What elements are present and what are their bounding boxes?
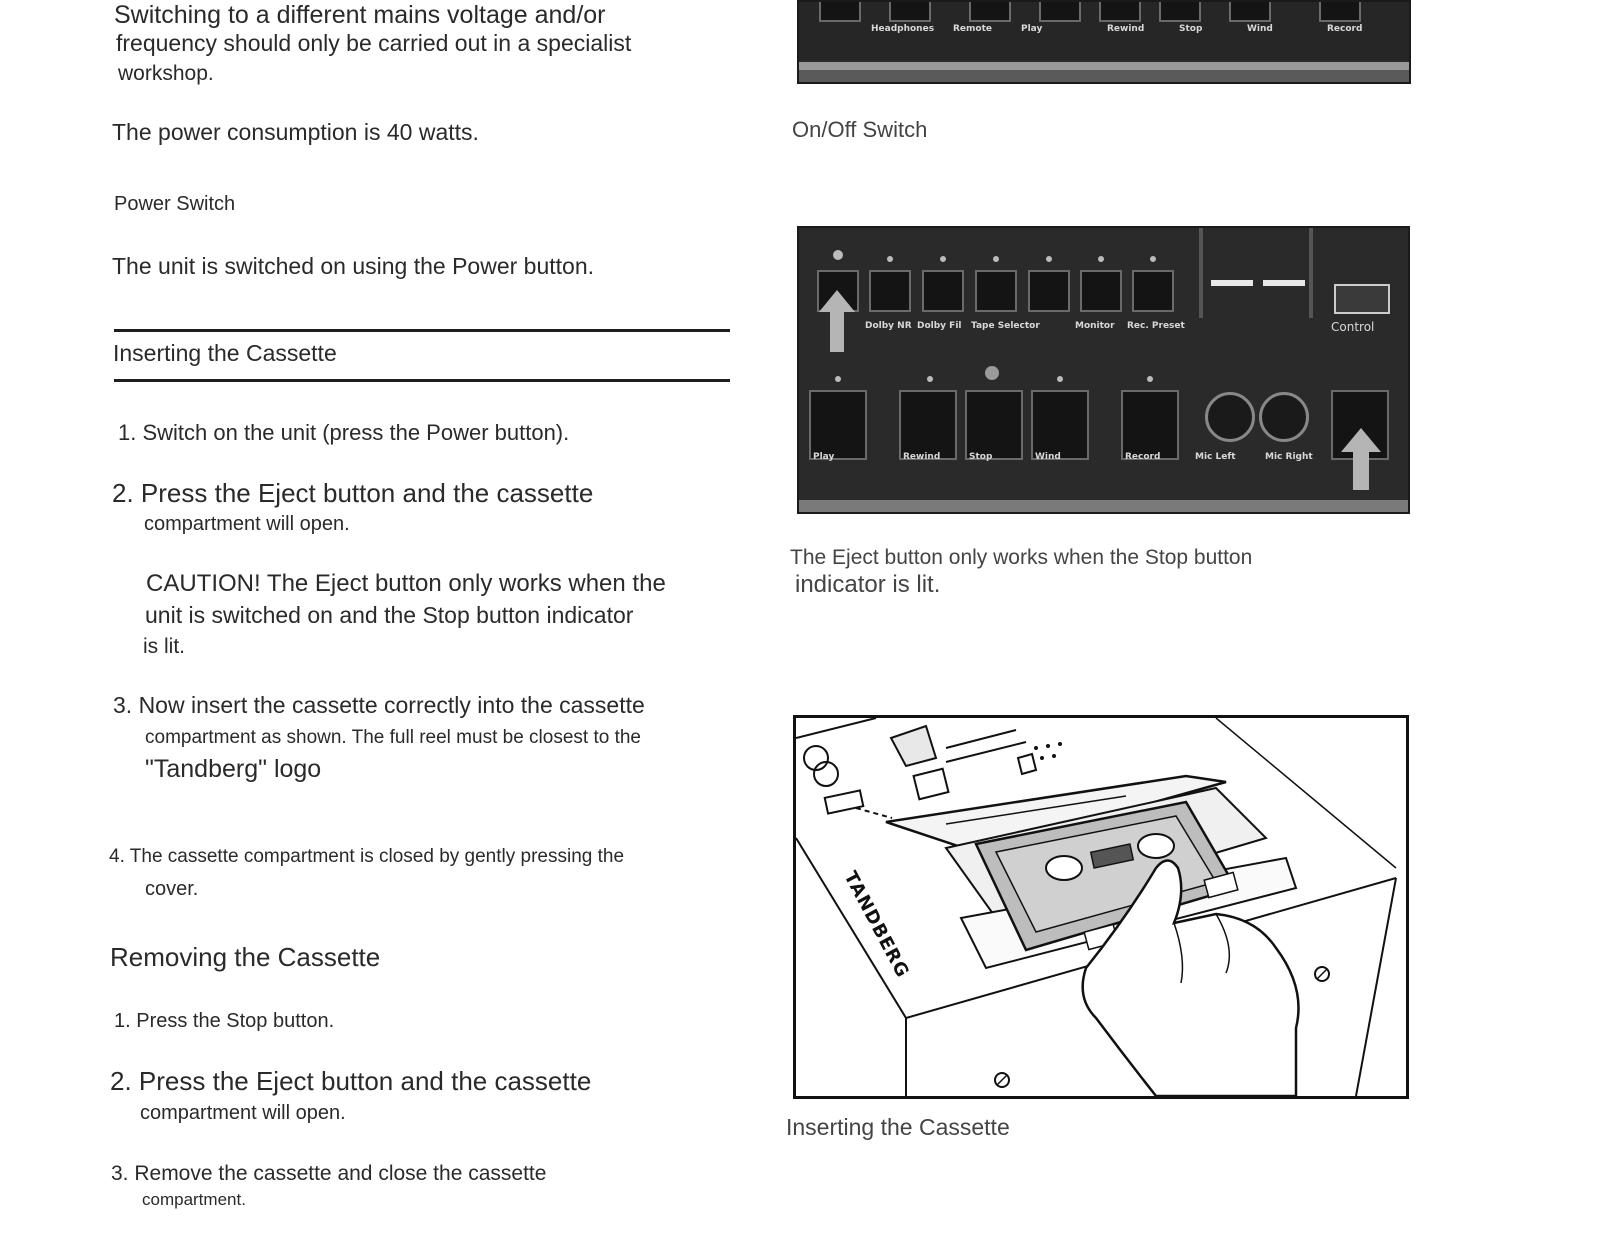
photo2-top-label: Monitor bbox=[1075, 321, 1115, 331]
photo1-label: Rewind bbox=[1107, 24, 1145, 34]
caution-line-3: is lit. bbox=[143, 635, 185, 658]
caution-line-1: CAUTION! The Eject button only works when the bbox=[146, 570, 666, 597]
control-panel-photo bbox=[797, 226, 1410, 514]
eject-arrow-icon bbox=[1341, 428, 1381, 490]
power-switch-text: The unit is switched on using the Power button. bbox=[112, 253, 595, 279]
photo2-bottom-label: Record bbox=[1125, 452, 1161, 462]
photo2-top-label: Rec. Preset bbox=[1127, 321, 1185, 331]
photo2-top-label: Control bbox=[1331, 320, 1375, 334]
remove-step-3-line-2: compartment. bbox=[142, 1190, 246, 1209]
photo1-label: Play bbox=[1021, 24, 1043, 34]
section-top-rule bbox=[114, 329, 730, 332]
removing-heading: Removing the Cassette bbox=[110, 942, 381, 972]
caption-inserting-cassette: Inserting the Cassette bbox=[786, 1114, 1010, 1140]
section-bottom-rule bbox=[114, 379, 730, 382]
insert-step-3-line-1: 3. Now insert the cassette correctly into the cassette bbox=[113, 692, 645, 718]
cassette-drawing bbox=[796, 718, 1406, 1096]
photo1-label: Stop bbox=[1179, 24, 1203, 34]
caution-line-2: unit is switched on and the Stop button indicator bbox=[145, 602, 634, 628]
photo2-bottom-label: Mic Right bbox=[1265, 452, 1313, 462]
insert-step-1: 1. Switch on the unit (press the Power button). bbox=[118, 420, 570, 445]
photo2-bottom-label: Mic Left bbox=[1195, 452, 1236, 462]
power-consumption-text: The power consumption is 40 watts. bbox=[112, 119, 479, 145]
photo2-bottom-label: Stop bbox=[969, 452, 993, 462]
insert-step-4-line-2: cover. bbox=[145, 878, 199, 900]
insert-step-3-line-2: compartment as shown. The full reel must be closest to the bbox=[145, 727, 641, 748]
inserting-heading: Inserting the Cassette bbox=[113, 340, 337, 366]
caption-eject-line-1: The Eject button only works when the Stop button bbox=[790, 546, 1253, 569]
intro-line-2: frequency should only be carried out in a specialist bbox=[116, 30, 632, 56]
stop-indicator bbox=[985, 366, 999, 380]
photo1-label: Remote bbox=[953, 24, 993, 34]
photo2-bottom-label: Rewind bbox=[903, 452, 941, 462]
photo2-bottom-label: Play bbox=[813, 452, 835, 462]
insert-step-4-line-1: 4. The cassette compartment is closed by gently pressing the bbox=[109, 846, 625, 867]
caption-eject-line-2: indicator is lit. bbox=[795, 571, 941, 598]
power-switch-heading: Power Switch bbox=[114, 193, 236, 215]
remove-step-3-line-1: 3. Remove the cassette and close the cassette bbox=[111, 1162, 547, 1185]
photo2-bottom-label: Wind bbox=[1035, 452, 1061, 462]
cassette-illustration bbox=[793, 715, 1409, 1099]
remove-step-2-line-2: compartment will open. bbox=[140, 1102, 346, 1124]
photo2-top-label: Dolby NR bbox=[865, 321, 912, 331]
photo1-label: Headphones bbox=[871, 24, 935, 34]
remove-step-2-line-1: 2. Press the Eject button and the cassette bbox=[110, 1066, 592, 1096]
tandberg-logo-text: TANDBERG bbox=[839, 868, 914, 982]
insert-step-2-line-2: compartment will open. bbox=[144, 513, 350, 535]
insert-step-3-line-3: "Tandberg" logo bbox=[145, 755, 322, 783]
photo1-label: Wind bbox=[1247, 24, 1273, 34]
intro-line-1: Switching to a different mains voltage and/or bbox=[114, 1, 606, 29]
insert-step-2-line-1: 2. Press the Eject button and the cassette bbox=[112, 478, 594, 508]
caption-on-off-switch: On/Off Switch bbox=[792, 117, 928, 142]
photo2-top-label: Tape Selector bbox=[971, 321, 1040, 331]
front-panel-photo-top bbox=[797, 0, 1411, 84]
photo2-top-label: Dolby Fil bbox=[917, 321, 962, 331]
intro-line-3: workshop. bbox=[118, 62, 214, 85]
power-arrow-icon bbox=[819, 290, 855, 352]
remove-step-1: 1. Press the Stop button. bbox=[114, 1010, 335, 1032]
photo1-label: Record bbox=[1327, 24, 1363, 34]
